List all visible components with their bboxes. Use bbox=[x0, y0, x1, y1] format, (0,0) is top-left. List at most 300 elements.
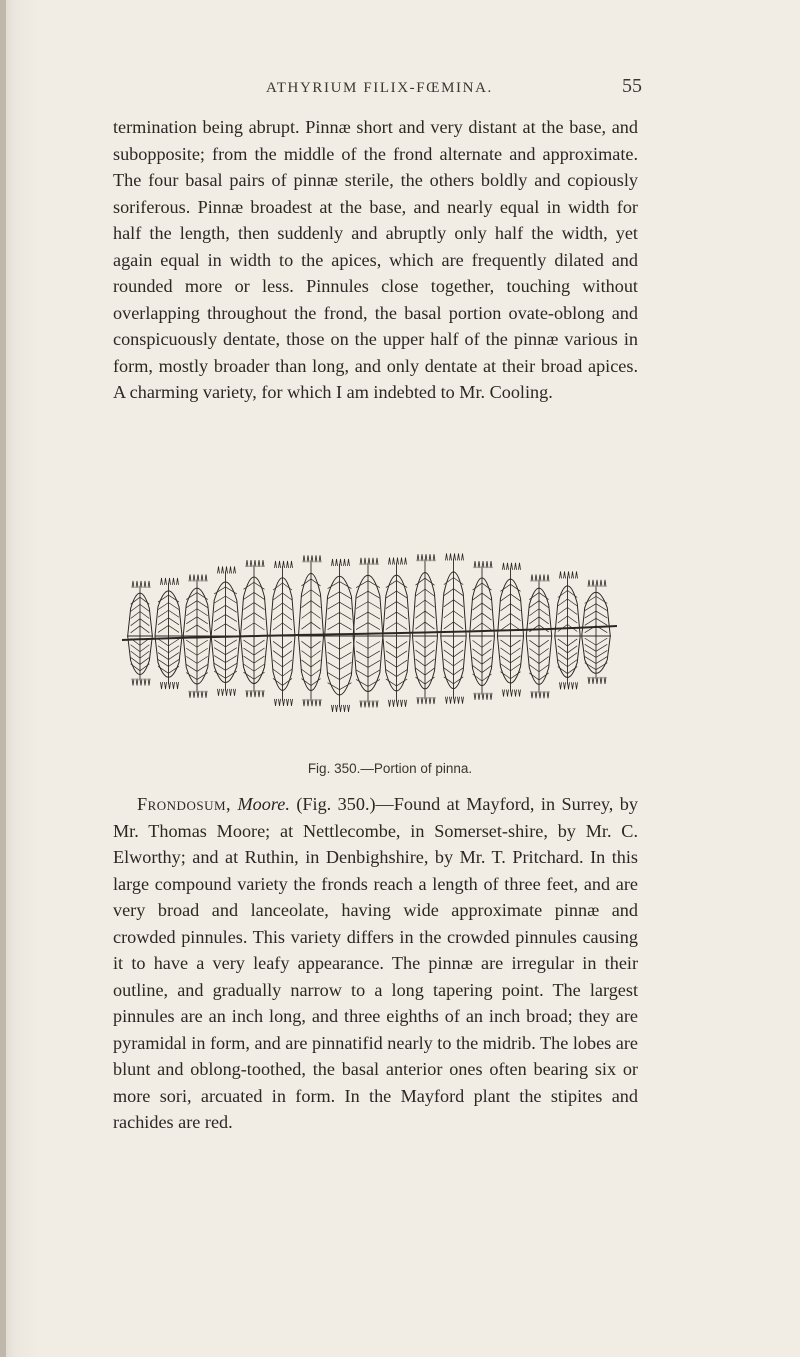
vein-hatch bbox=[273, 583, 282, 590]
figure-caption bbox=[0, 761, 800, 776]
pinnule-tooth bbox=[547, 574, 549, 581]
vein-hatch bbox=[482, 640, 491, 647]
vein-hatch bbox=[273, 669, 282, 676]
pinnule-tooth bbox=[340, 705, 342, 712]
pinnule-tooth bbox=[474, 693, 476, 700]
variety-name: Frondosum, bbox=[137, 794, 232, 814]
vein-hatch bbox=[539, 657, 549, 664]
vein-hatch bbox=[415, 659, 425, 666]
pinnule-tooth bbox=[433, 554, 435, 561]
vein-hatch bbox=[328, 652, 340, 659]
vein-hatch bbox=[425, 611, 435, 618]
vein-hatch bbox=[596, 611, 607, 618]
pinnule-tooth bbox=[474, 561, 476, 568]
vein-hatch bbox=[283, 623, 292, 630]
pinnule-tooth bbox=[344, 705, 346, 712]
pinnule-tooth bbox=[397, 558, 399, 565]
vein-hatch bbox=[454, 677, 464, 684]
pinnule-tooth bbox=[144, 581, 146, 588]
pinnule-tooth bbox=[535, 574, 537, 581]
pinnule-tooth bbox=[291, 699, 293, 706]
vein-hatch bbox=[415, 578, 425, 585]
pinnule-tooth bbox=[279, 561, 281, 568]
vein-hatch bbox=[301, 601, 311, 608]
vein-hatch bbox=[473, 593, 482, 600]
pinnule-tooth bbox=[405, 558, 407, 565]
vein-hatch bbox=[539, 609, 549, 616]
pinnule-tooth bbox=[348, 705, 350, 712]
pinnule-tooth bbox=[389, 558, 391, 565]
vein-hatch bbox=[529, 609, 539, 616]
vein-hatch bbox=[283, 669, 292, 676]
vein-hatch bbox=[254, 603, 264, 610]
pinnule-tooth bbox=[482, 693, 484, 700]
vein-hatch bbox=[397, 591, 408, 598]
vein-hatch bbox=[596, 618, 607, 625]
pinnule-tooth bbox=[572, 571, 574, 578]
vein-hatch bbox=[226, 624, 237, 631]
pinnule-tooth bbox=[372, 558, 374, 565]
vein-hatch bbox=[328, 673, 340, 680]
vein-hatch bbox=[529, 657, 539, 664]
figure-caption-text: Fig. 350.—Portion of pinna. bbox=[307, 761, 473, 776]
vein-hatch bbox=[415, 677, 425, 684]
pinnule-tooth bbox=[393, 558, 395, 565]
pinnule-tooth bbox=[136, 581, 138, 588]
vein-hatch bbox=[444, 622, 454, 629]
vein-hatch bbox=[283, 678, 292, 685]
vein-hatch bbox=[186, 648, 197, 655]
pinnule-tooth bbox=[173, 578, 175, 585]
vein-hatch bbox=[226, 587, 237, 594]
vein-hatch bbox=[356, 679, 368, 686]
vein-hatch bbox=[454, 668, 464, 675]
vein-hatch bbox=[397, 670, 408, 677]
vein-hatch bbox=[140, 626, 149, 633]
vein-hatch bbox=[131, 619, 140, 626]
vein-hatch bbox=[169, 653, 180, 660]
vein-hatch bbox=[454, 650, 464, 657]
pinnule-tooth bbox=[173, 682, 175, 689]
pinnule-tooth bbox=[275, 699, 277, 706]
vein-hatch bbox=[386, 581, 397, 588]
vein-hatch bbox=[214, 640, 225, 647]
pinnule-tooth bbox=[254, 690, 256, 697]
vein-hatch bbox=[254, 648, 264, 655]
vein-hatch bbox=[169, 610, 180, 617]
vein-hatch bbox=[415, 668, 425, 675]
vein-hatch bbox=[529, 617, 539, 624]
vein-hatch bbox=[558, 607, 568, 614]
vein-hatch bbox=[568, 607, 578, 614]
pinnule-tooth bbox=[596, 677, 598, 684]
vein-hatch bbox=[186, 640, 197, 647]
vein-hatch bbox=[368, 581, 380, 588]
vein-hatch bbox=[568, 639, 578, 646]
vein-hatch bbox=[568, 590, 578, 597]
pinnule-tooth bbox=[372, 700, 374, 707]
pinnule-tooth bbox=[307, 555, 309, 562]
vein-hatch bbox=[328, 592, 340, 599]
pinnule-tooth bbox=[287, 561, 289, 568]
vein-hatch bbox=[311, 669, 321, 676]
vein-hatch bbox=[425, 589, 435, 596]
pinnule-tooth bbox=[490, 693, 492, 700]
pinnule-tooth bbox=[205, 691, 207, 698]
pinnule-tooth bbox=[226, 566, 228, 573]
vein-hatch bbox=[415, 611, 425, 618]
vein-hatch bbox=[340, 662, 352, 669]
vein-hatch bbox=[511, 584, 521, 591]
vein-hatch bbox=[254, 623, 264, 630]
vein-hatch bbox=[197, 601, 208, 608]
pinnule-tooth bbox=[169, 682, 171, 689]
vein-hatch bbox=[311, 651, 321, 658]
vein-hatch bbox=[340, 623, 352, 630]
vein-hatch bbox=[386, 602, 397, 609]
vein-hatch bbox=[197, 673, 208, 680]
vein-hatch bbox=[368, 651, 380, 658]
pinnule-tooth bbox=[136, 679, 138, 686]
vein-hatch bbox=[140, 597, 149, 604]
pinnule-tooth bbox=[564, 571, 566, 578]
pinnule-tooth bbox=[543, 691, 545, 698]
vein-hatch bbox=[340, 642, 352, 649]
vein-hatch bbox=[283, 613, 292, 620]
pinnule-tooth bbox=[503, 690, 505, 697]
vein-hatch bbox=[356, 641, 368, 648]
pinnule-tooth bbox=[511, 563, 513, 570]
vein-hatch bbox=[454, 641, 464, 648]
page-number: 55 bbox=[622, 75, 642, 97]
vein-hatch bbox=[558, 639, 568, 646]
pinnule-tooth bbox=[165, 578, 167, 585]
pinnule-tooth bbox=[315, 555, 317, 562]
pinnule-tooth bbox=[344, 559, 346, 566]
vein-hatch bbox=[140, 664, 149, 671]
pinnule-tooth bbox=[515, 563, 517, 570]
vein-hatch bbox=[158, 618, 169, 625]
vein-hatch bbox=[585, 596, 596, 603]
pinnule-tooth bbox=[368, 700, 370, 707]
pinnule-tooth bbox=[222, 566, 224, 573]
vein-hatch bbox=[386, 670, 397, 677]
vein-hatch bbox=[500, 594, 510, 601]
vein-hatch bbox=[500, 640, 510, 647]
vein-hatch bbox=[283, 651, 292, 658]
pinnule-tooth bbox=[376, 700, 378, 707]
pinnule-tooth bbox=[311, 555, 313, 562]
vein-hatch bbox=[482, 593, 491, 600]
vein-hatch bbox=[254, 613, 264, 620]
pinnule-tooth bbox=[560, 682, 562, 689]
vein-hatch bbox=[273, 641, 282, 648]
vein-hatch bbox=[340, 612, 352, 619]
vein-hatch bbox=[482, 583, 491, 590]
vein-hatch bbox=[301, 679, 311, 686]
vein-hatch bbox=[444, 641, 454, 648]
pinnule-tooth bbox=[560, 571, 562, 578]
vein-hatch bbox=[273, 660, 282, 667]
vein-hatch bbox=[197, 625, 208, 632]
pinnule-tooth bbox=[531, 691, 533, 698]
vein-hatch bbox=[340, 652, 352, 659]
vein-hatch bbox=[158, 653, 169, 660]
vein-hatch bbox=[301, 660, 311, 667]
vein-hatch bbox=[328, 582, 340, 589]
vein-hatch bbox=[356, 660, 368, 667]
vein-hatch bbox=[511, 604, 521, 611]
vein-hatch bbox=[226, 671, 237, 678]
vein-hatch bbox=[386, 641, 397, 648]
vein-hatch bbox=[397, 660, 408, 667]
vein-hatch bbox=[158, 610, 169, 617]
pinnule-tooth bbox=[262, 690, 264, 697]
vein-hatch bbox=[158, 625, 169, 632]
pinnule-tooth bbox=[478, 693, 480, 700]
pinnule-tooth bbox=[450, 553, 452, 560]
pinnule-tooth bbox=[596, 580, 598, 587]
pinnule-tooth bbox=[568, 571, 570, 578]
pinnule-tooth bbox=[486, 693, 488, 700]
pinnule-tooth bbox=[230, 566, 232, 573]
vein-hatch bbox=[311, 622, 321, 629]
vein-hatch bbox=[511, 614, 521, 621]
vein-hatch bbox=[273, 603, 282, 610]
vein-hatch bbox=[368, 670, 380, 677]
vein-hatch bbox=[500, 656, 510, 663]
vein-hatch bbox=[444, 589, 454, 596]
vein-hatch bbox=[311, 660, 321, 667]
vein-hatch bbox=[368, 641, 380, 648]
vein-hatch bbox=[386, 679, 397, 686]
vein-hatch bbox=[568, 616, 578, 623]
vein-hatch bbox=[482, 613, 491, 620]
vein-hatch bbox=[454, 578, 464, 585]
vein-hatch bbox=[425, 668, 435, 675]
vein-hatch bbox=[356, 591, 368, 598]
vein-hatch bbox=[558, 646, 568, 653]
vein-hatch bbox=[585, 663, 596, 670]
vein-hatch bbox=[386, 623, 397, 630]
vein-hatch bbox=[473, 649, 482, 656]
vein-hatch bbox=[596, 638, 607, 645]
vein-hatch bbox=[356, 612, 368, 619]
vein-hatch bbox=[244, 603, 254, 610]
pinnule-tooth bbox=[482, 561, 484, 568]
vein-hatch bbox=[585, 638, 596, 645]
vein-hatch bbox=[596, 596, 607, 603]
vein-hatch bbox=[131, 651, 140, 658]
vein-hatch bbox=[425, 578, 435, 585]
vein-hatch bbox=[539, 673, 549, 680]
vein-hatch bbox=[511, 594, 521, 601]
pinnule-tooth bbox=[360, 700, 362, 707]
vein-hatch bbox=[301, 622, 311, 629]
vein-hatch bbox=[454, 622, 464, 629]
vein-hatch bbox=[328, 623, 340, 630]
vein-hatch bbox=[158, 646, 169, 653]
pinnule-tooth bbox=[446, 553, 448, 560]
vein-hatch bbox=[169, 666, 180, 673]
pinnule-tooth bbox=[348, 559, 350, 566]
pinnule-tooth bbox=[364, 558, 366, 565]
pinnule-tooth bbox=[519, 690, 521, 697]
vein-hatch bbox=[596, 650, 607, 657]
vein-hatch bbox=[356, 581, 368, 588]
pinnule-tooth bbox=[336, 705, 338, 712]
pinnule-tooth bbox=[421, 697, 423, 704]
pinnule-tooth bbox=[547, 691, 549, 698]
pinnule-tooth bbox=[287, 699, 289, 706]
fern-pinna-drawing bbox=[112, 536, 632, 736]
vein-hatch bbox=[328, 642, 340, 649]
vein-hatch bbox=[214, 656, 225, 663]
vein-hatch bbox=[328, 662, 340, 669]
pinnule-tooth bbox=[592, 580, 594, 587]
vein-hatch bbox=[311, 679, 321, 686]
pinnule-tooth bbox=[197, 691, 199, 698]
vein-hatch bbox=[340, 683, 352, 690]
vein-hatch bbox=[454, 600, 464, 607]
vein-hatch bbox=[283, 641, 292, 648]
vein-hatch bbox=[226, 640, 237, 647]
vein-hatch bbox=[340, 673, 352, 680]
vein-hatch bbox=[140, 651, 149, 658]
pinnule-tooth bbox=[279, 699, 281, 706]
vein-hatch bbox=[356, 670, 368, 677]
pinnule-tooth bbox=[205, 574, 207, 581]
pinnule-tooth bbox=[140, 679, 142, 686]
vein-hatch bbox=[529, 673, 539, 680]
pinnule-tooth bbox=[148, 581, 150, 588]
vein-hatch bbox=[340, 582, 352, 589]
running-title: ATHYRIUM FILIX-FŒMINA. bbox=[266, 80, 493, 96]
vein-hatch bbox=[244, 648, 254, 655]
pinnule-tooth bbox=[433, 697, 435, 704]
vein-hatch bbox=[425, 600, 435, 607]
vein-hatch bbox=[186, 664, 197, 671]
pinnule-tooth bbox=[201, 691, 203, 698]
pinnule-tooth bbox=[226, 689, 228, 696]
vein-hatch bbox=[368, 591, 380, 598]
vein-hatch bbox=[558, 616, 568, 623]
vein-hatch bbox=[214, 648, 225, 655]
vein-hatch bbox=[197, 664, 208, 671]
vein-hatch bbox=[511, 648, 521, 655]
vein-hatch bbox=[254, 656, 264, 663]
pinnule-tooth bbox=[458, 553, 460, 560]
pinnule-tooth bbox=[588, 580, 590, 587]
vein-hatch bbox=[482, 623, 491, 630]
pinnule-tooth bbox=[425, 697, 427, 704]
pinnule-tooth bbox=[364, 700, 366, 707]
pinnule-tooth bbox=[315, 699, 317, 706]
vein-hatch bbox=[186, 673, 197, 680]
vein-hatch bbox=[244, 623, 254, 630]
pinnule-tooth bbox=[576, 571, 578, 578]
pinnule-tooth bbox=[568, 682, 570, 689]
vein-hatch bbox=[444, 600, 454, 607]
vein-hatch bbox=[301, 590, 311, 597]
vein-hatch bbox=[539, 648, 549, 655]
vein-hatch bbox=[197, 617, 208, 624]
pinnule-tooth bbox=[368, 558, 370, 565]
vein-hatch bbox=[397, 651, 408, 658]
pinnule-tooth bbox=[230, 689, 232, 696]
vein-hatch bbox=[454, 589, 464, 596]
pinnule-tooth bbox=[539, 574, 541, 581]
vein-hatch bbox=[226, 605, 237, 612]
vein-hatch bbox=[301, 611, 311, 618]
pinnule-tooth bbox=[454, 697, 456, 704]
vein-hatch bbox=[539, 640, 549, 647]
vein-hatch bbox=[397, 602, 408, 609]
pinnule-tooth bbox=[250, 690, 252, 697]
vein-hatch bbox=[500, 584, 510, 591]
vein-hatch bbox=[454, 659, 464, 666]
pinnule-tooth bbox=[140, 581, 142, 588]
vein-hatch bbox=[244, 656, 254, 663]
vein-hatch bbox=[425, 641, 435, 648]
vein-hatch bbox=[214, 596, 225, 603]
vein-hatch bbox=[568, 653, 578, 660]
vein-hatch bbox=[425, 650, 435, 657]
vein-hatch bbox=[482, 649, 491, 656]
vein-hatch bbox=[244, 582, 254, 589]
vein-hatch bbox=[356, 602, 368, 609]
vein-hatch bbox=[585, 644, 596, 651]
pinnule-tooth bbox=[132, 679, 134, 686]
pinnule-tooth bbox=[397, 700, 399, 707]
vein-hatch bbox=[500, 614, 510, 621]
pinnule-tooth bbox=[319, 699, 321, 706]
pinnule-tooth bbox=[462, 553, 464, 560]
pinnule-tooth bbox=[417, 554, 419, 561]
vein-hatch bbox=[186, 593, 197, 600]
pinnule-tooth bbox=[486, 561, 488, 568]
pinnule-tooth bbox=[429, 554, 431, 561]
pinnule-tooth bbox=[262, 560, 264, 567]
pinnule-tooth bbox=[576, 682, 578, 689]
page-binding-edge bbox=[0, 0, 6, 1357]
pinnule-tooth bbox=[511, 690, 513, 697]
pinnule-tooth bbox=[189, 691, 191, 698]
vein-hatch bbox=[473, 640, 482, 647]
vein-hatch bbox=[444, 650, 454, 657]
vein-hatch bbox=[473, 623, 482, 630]
vein-hatch bbox=[386, 651, 397, 658]
pinnule-tooth bbox=[401, 558, 403, 565]
vein-hatch bbox=[368, 612, 380, 619]
vein-hatch bbox=[568, 667, 578, 674]
vein-hatch bbox=[415, 650, 425, 657]
vein-hatch bbox=[273, 623, 282, 630]
vein-hatch bbox=[539, 617, 549, 624]
vein-hatch bbox=[500, 604, 510, 611]
pinnule-tooth bbox=[564, 682, 566, 689]
pinnule-tooth bbox=[535, 691, 537, 698]
vein-hatch bbox=[311, 641, 321, 648]
pinnule-tooth bbox=[543, 574, 545, 581]
vein-hatch bbox=[500, 648, 510, 655]
vein-hatch bbox=[311, 611, 321, 618]
vein-hatch bbox=[214, 587, 225, 594]
vein-hatch bbox=[425, 677, 435, 684]
vein-hatch bbox=[169, 595, 180, 602]
pinnule-tooth bbox=[222, 689, 224, 696]
pinnule-tooth bbox=[421, 554, 423, 561]
